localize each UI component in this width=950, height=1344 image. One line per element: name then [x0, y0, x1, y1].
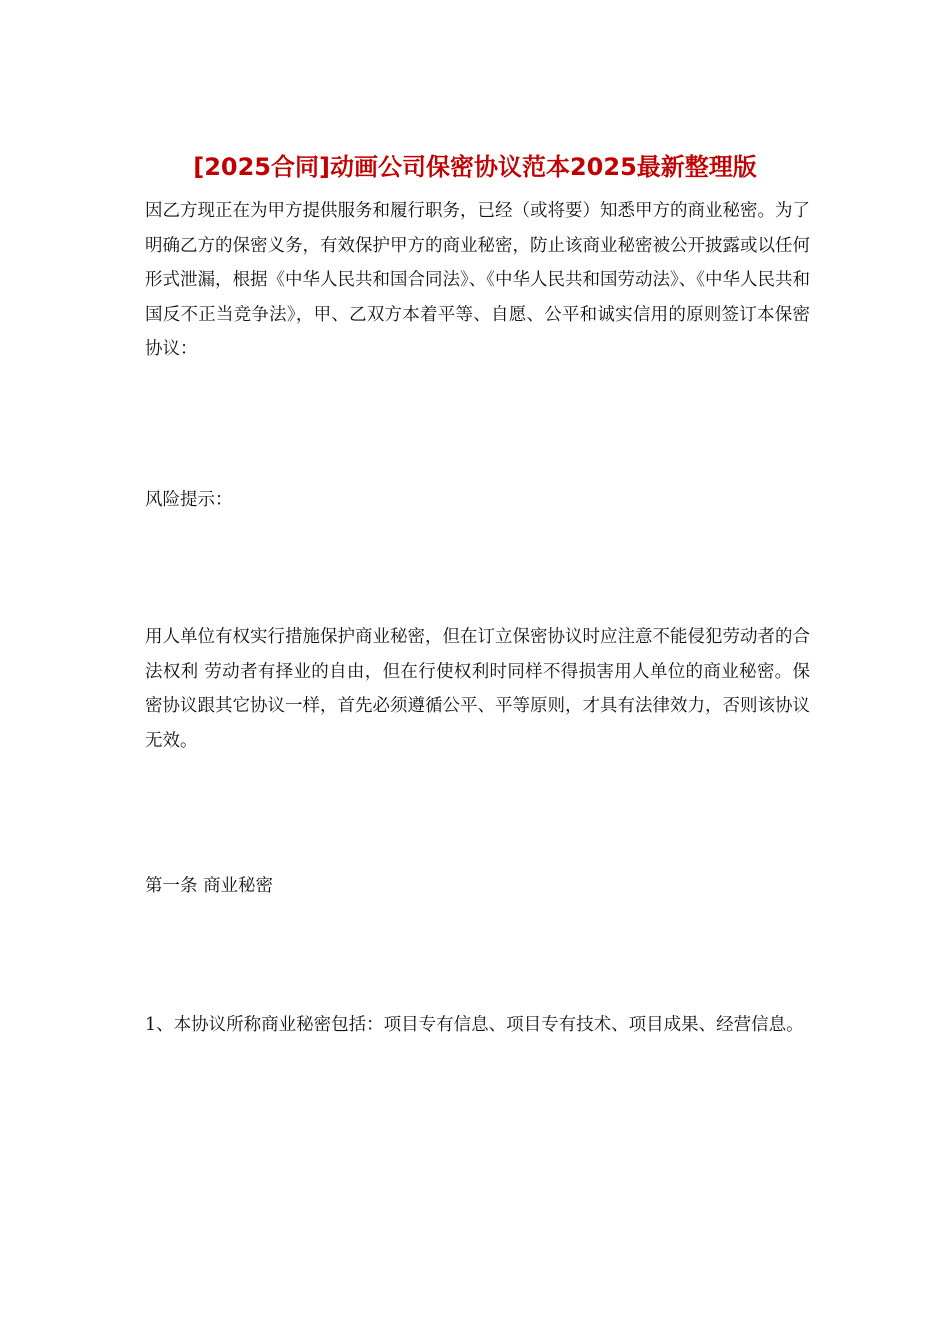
risk-heading: 风险提示：	[145, 490, 233, 510]
risk-body-paragraph: 用人单位有权实行措施保护商业秘密，但在订立保密协议时应注意不能侵犯劳动者的合法权利 劳动者有择业的自由，但在行使权利时同样不得损害用人单位的商业秘密。保密协议跟其它协议一样，首先必须遵循公平、平等原则，才具有法律效力，否则该协议无效。	[145, 627, 810, 751]
article-1-item-1: 1、本协议所称商业秘密包括：项目专有信息、项目专有技术、项目成果、经营信息。	[145, 1015, 804, 1035]
article-1-heading: 第一条 商业秘密	[145, 876, 274, 896]
intro-paragraph: 因乙方现正在为甲方提供服务和履行职务，已经（或将要）知悉甲方的商业秘密。为了明确乙方的保密义务，有效保护甲方的商业秘密，防止该商业秘密被公开披露或以任何形式泄漏，根据《中华人民共和国合同法》、《中华人民共和国劳动法》、《中华人民共和国反不正当竞争法》，甲、乙双方本着平等、自愿、公平和诚实信用的原则签订本保密协议：	[145, 201, 810, 359]
document-title: [2025合同]动画公司保密协议范本2025最新整理版	[193, 153, 757, 181]
